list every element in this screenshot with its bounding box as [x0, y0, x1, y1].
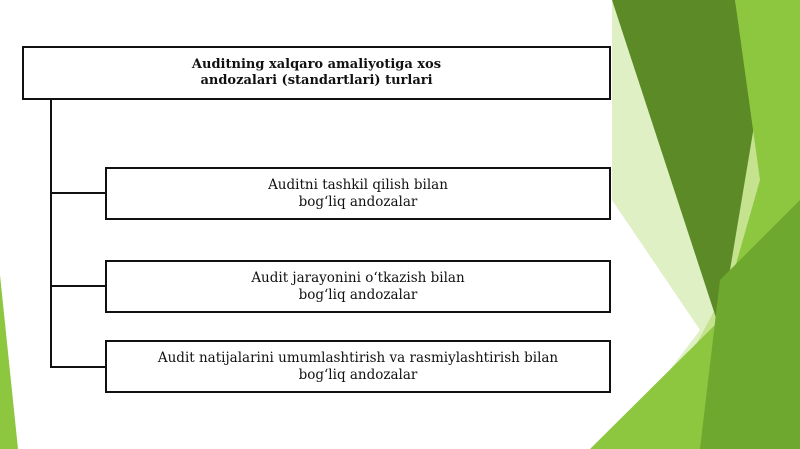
- child-node-line1: Audit natijalarini umumlashtirish va rasmiylashtirish bilan: [157, 349, 559, 366]
- branch-line-2: [50, 285, 105, 287]
- child-node-results: [105, 340, 611, 393]
- child-node-line1: Auditni tashkil qilish bilan: [268, 176, 448, 193]
- root-node-line2: andozalari (standartlari) turlari: [200, 73, 433, 88]
- root-node: [22, 46, 611, 100]
- child-node-line1: Audit jarayonini o‘tkazish bilan: [251, 269, 465, 286]
- trunk-line: [50, 100, 52, 367]
- branch-line-1: [50, 192, 105, 194]
- branch-line-3: [50, 366, 105, 368]
- left-green-strip: [0, 275, 18, 449]
- child-node-line2: bog‘liq andozalar: [298, 193, 418, 210]
- child-node-line2: bog‘liq andozalar: [298, 366, 418, 383]
- child-node-process: [105, 260, 611, 313]
- child-node-organization: [105, 167, 611, 220]
- root-node-line1: Auditning xalqaro amaliyotiga xos: [191, 56, 442, 72]
- child-node-line2: bog‘liq andozalar: [298, 286, 418, 303]
